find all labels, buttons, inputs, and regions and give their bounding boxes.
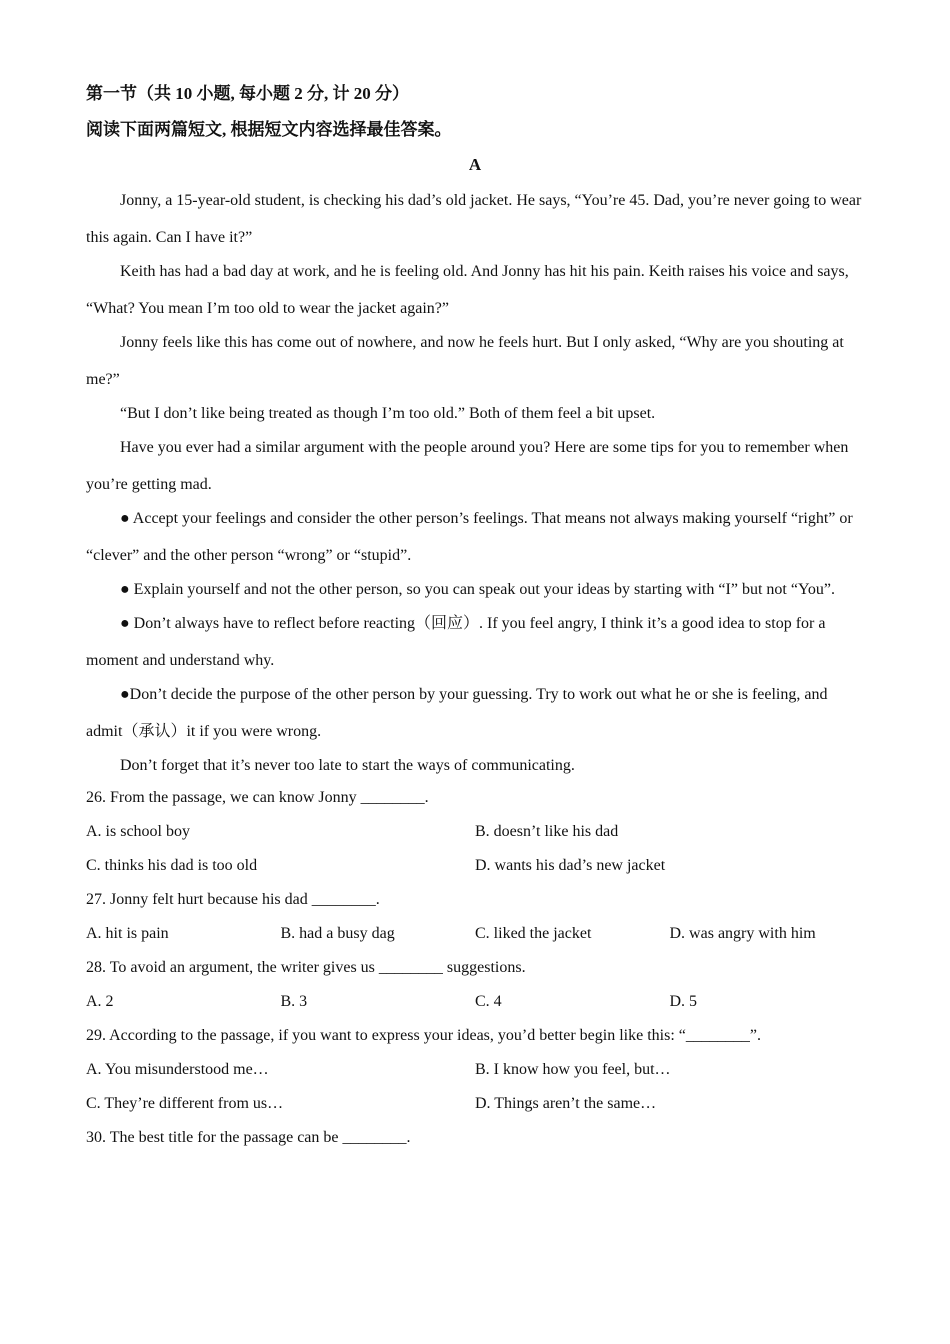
question-28 xyxy=(86,951,864,1019)
tip-paragraph: ● Explain yourself and not the other person, so you can speak out your ideas by starting with “I” but not “You”. xyxy=(120,581,836,598)
option-b[interactable]: B. 3 xyxy=(280,993,308,1010)
option-a[interactable]: A. is school boy xyxy=(86,823,190,840)
option-d[interactable]: D. 5 xyxy=(669,993,698,1010)
option-a[interactable]: A. hit is pain xyxy=(86,925,169,942)
passage-paragraph: Keith has had a bad day at work, and he is feeling old. And Jonny has hit his pain. Keith raises his voice and says, “What? You mean I’m too old to wear the jacket again?” xyxy=(86,263,849,317)
passage-paragraph: Jonny, a 15-year-old student, is checking his dad’s old jacket. He says, “You’re 45. Dad, you’re never going to wear this again. Can I have it?” xyxy=(86,192,862,246)
question-stem: 29. According to the passage, if you want to express your ideas, you’d better begin like this: “________”. xyxy=(86,1027,761,1044)
question-stem: 27. Jonny felt hurt because his dad ________. xyxy=(86,891,380,908)
section-title: 第一节（共 10 小题, 每小题 2 分, 计 20 分） xyxy=(86,84,409,103)
option-d[interactable]: D. wants his dad’s new jacket xyxy=(475,857,666,874)
exam-page xyxy=(86,76,864,1155)
passage-letter: A xyxy=(468,155,482,174)
question-29 xyxy=(86,1019,864,1121)
option-a[interactable]: A. 2 xyxy=(86,993,114,1010)
option-b[interactable]: B. had a busy dag xyxy=(280,925,395,942)
option-b[interactable]: B. I know how you feel, but… xyxy=(475,1061,671,1078)
option-a[interactable]: A. You misunderstood me… xyxy=(86,1061,269,1078)
answer-options xyxy=(86,917,864,951)
tip-paragraph: ● Accept your feelings and consider the other person’s feelings. That means not always making yourself “right” or “clever” and the other person “wrong” or “stupid”. xyxy=(86,510,853,564)
passage-paragraph: Jonny feels like this has come out of nowhere, and now he feels hurt. But I only asked, “Why are you shouting at me?” xyxy=(86,334,844,388)
question-30 xyxy=(86,1121,864,1155)
answer-options xyxy=(86,1053,864,1121)
tip-paragraph: ● Don’t always have to reflect before reacting（回应）. If you feel angry, I think it’s a good idea to stop for a moment and understand why. xyxy=(86,615,826,669)
question-stem: 30. The best title for the passage can be ________. xyxy=(86,1129,411,1146)
question-27 xyxy=(86,883,864,951)
option-c[interactable]: C. 4 xyxy=(475,993,502,1010)
option-c[interactable]: C. thinks his dad is too old xyxy=(86,857,258,874)
option-b[interactable]: B. doesn’t like his dad xyxy=(475,823,619,840)
passage-paragraph: Have you ever had a similar argument with the people around you? Here are some tips for you to remember when you’re getting mad. xyxy=(86,439,849,493)
question-stem: 26. From the passage, we can know Jonny ________. xyxy=(86,789,429,806)
section-instruction: 阅读下面两篇短文, 根据短文内容选择最佳答案。 xyxy=(86,120,452,139)
answer-options xyxy=(86,815,864,883)
tip-paragraph: ●Don’t decide the purpose of the other person by your guessing. Try to work out what he or she is feeling, and admit（承认）it if you were wrong. xyxy=(86,686,828,740)
passage-paragraph: Don’t forget that it’s never too late to start the ways of communicating. xyxy=(120,757,575,774)
answer-options xyxy=(86,985,864,1019)
question-stem: 28. To avoid an argument, the writer gives us ________ suggestions. xyxy=(86,959,526,976)
option-d[interactable]: D. was angry with him xyxy=(669,925,816,942)
option-c[interactable]: C. liked the jacket xyxy=(475,925,592,942)
passage-paragraph: “But I don’t like being treated as though I’m too old.” Both of them feel a bit upset. xyxy=(120,405,656,422)
option-c[interactable]: C. They’re different from us… xyxy=(86,1095,284,1112)
option-d[interactable]: D. Things aren’t the same… xyxy=(475,1095,657,1112)
passage-body xyxy=(86,182,864,784)
question-26 xyxy=(86,781,864,883)
